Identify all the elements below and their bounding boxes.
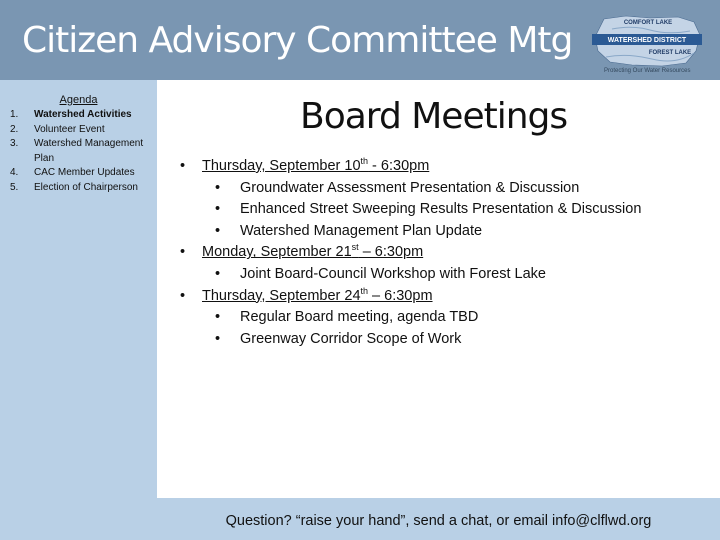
meeting-topic: • Enhanced Street Sweeping Results Presentation & Discussion: [215, 201, 642, 218]
meeting-topic: • Watershed Management Plan Update: [215, 222, 483, 239]
watershed-district-logo: [592, 15, 702, 67]
meeting-topic: • Regular Board meeting, agenda TBD: [215, 309, 479, 326]
footer-bar: [157, 498, 720, 540]
meeting-topic: • Greenway Corridor Scope of Work: [215, 330, 462, 347]
logo-line2: WATERSHED DISTRICT: [607, 37, 687, 44]
slide-title: Citizen Advisory Committee Mtg: [22, 20, 573, 61]
agenda-list: [10, 108, 155, 195]
logo-line1: COMFORT LAKE: [623, 20, 673, 26]
section-title: Board Meetings: [300, 96, 568, 137]
agenda-title: Agenda: [59, 94, 98, 106]
meeting-date: • Thursday, September 24th – 6:30pm: [180, 286, 710, 308]
agenda-item: 5. Election of Chairperson: [10, 181, 138, 193]
meetings-list: [180, 156, 710, 350]
agenda-item: 4. CAC Member Updates: [10, 167, 135, 178]
contact-note: Question? “raise your hand”, send a chat, or email info@clflwd.org: [225, 513, 652, 529]
logo-tagline: Protecting Our Water Resources: [604, 68, 691, 74]
meeting-topic: • Joint Board-Council Workshop with Forest Lake: [215, 265, 546, 282]
logo-line3: FOREST LAKE: [648, 50, 692, 56]
meeting-date: • Thursday, September 10th - 6:30pm: [180, 156, 710, 178]
agenda-item: 3. Watershed Management Plan: [10, 138, 144, 164]
agenda-item: 1. Watershed Activities: [10, 109, 132, 120]
meeting-topic: • Groundwater Assessment Presentation & Discussion: [215, 179, 580, 196]
bullet-icon: •: [180, 244, 186, 261]
agenda-item: 2. Volunteer Event: [10, 123, 105, 135]
meeting-date: • Monday, September 21st – 6:30pm: [180, 242, 710, 264]
bullet-icon: •: [180, 158, 186, 174]
header-bar: [0, 0, 720, 80]
bullet-icon: •: [180, 287, 186, 304]
